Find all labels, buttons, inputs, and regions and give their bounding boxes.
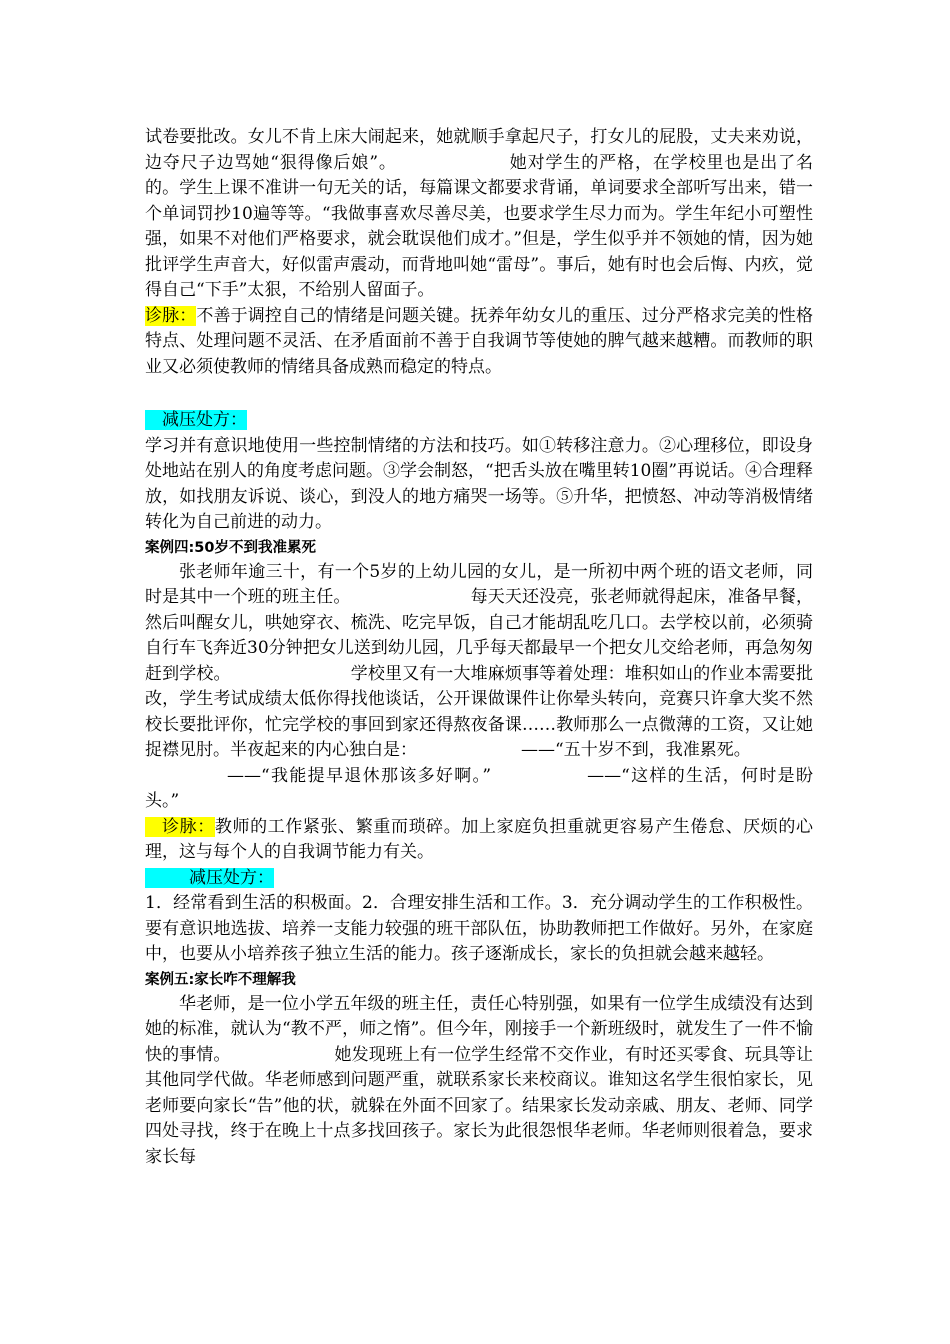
case3-para-part2: 她对学生的严格，在学校里也是出了名的。学生上课不准讲一句无关的话，每篇课文都要求背诵，单词要求全部听写出来，错一个单词罚抄10遍等等。“我做事喜欢尽善尽美，也要求学生尽力而为。学生年纪小可塑性强，如果不对他们严格要求，就会耽误他们成才。”但是，学生似乎并不领她的情，因为她批评学生声音大，好似雷声震动，而背地叫她“雷母”。事后，她有时也会后悔、内疚，觉得自己“下手”太狠，不给别人留面子。 [145, 152, 813, 300]
case5-paragraph [145, 992, 813, 1171]
case3-prescription: 学习并有意识地使用一些控制情绪的方法和技巧。如①转移注意力。②心理移位，即设身处地站在别人的角度考虑问题。③学会制怒，“把舌头放在嘴里转10圈”再说话。④合理释放，如找朋友诉说、谈心，到没人的地方痛哭一场等。⑤升华，把愤怒、冲动等消极情绪转化为自己前进的动力。 [145, 435, 814, 532]
case4-para-part1: 张老师年逾三十，有一个5岁的上幼儿园的女儿，是一所初中两个班的语文老师，同时是其中一个班的班主任。 [145, 561, 813, 607]
case4-diagnosis [145, 815, 813, 866]
case4-para-part3: 学校里又有一大堆麻烦事等着处理：堆积如山的作业本需要批改，学生考试成绩太低你得找他谈话，公开课做课件让你晕头转向，竞赛只许拿大奖不然校长要批评你，忙完学校的事回到家还得熬夜备课……教师那么一点微薄的工资，又让她捉襟见肘。半夜起来的内心独白是： [145, 663, 813, 760]
case3-diagnosis [145, 304, 813, 381]
case4-paragraph [145, 560, 813, 815]
diagnosis-text: 不善于调控自己的情绪是问题关键。抚养年幼女儿的重压、过分严格求完美的性格特点、处理问题不灵活、在矛盾面前不善于自我调节等使她的脾气越来越糟。而教师的职业又必须使教师的情绪具备成熟而稳定的特点。 [145, 305, 814, 377]
prescription-label: 减压处方： [145, 410, 247, 430]
case4-quote2: ——“我能提早退休那该多好啊。” [227, 765, 492, 786]
prescription-label: 减压处方： [145, 868, 274, 888]
case5-title: 案例五:家长咋不理解我 [145, 971, 296, 988]
diagnosis-text: 教师的工作紧张、繁重而琐碎。加上家庭负担重就更容易产生倦怠、厌烦的心理，这与每个人的自我调节能力有关。 [145, 816, 814, 862]
case4-prescription: 1．经常看到生活的积极面。2．合理安排生活和工作。3．充分调动学生的工作积极性。要有意识地选拔、培养一支能力较强的班干部队伍，协助教师把工作做好。另外，在家庭中，也要从小培养孩子独立生活的能力。孩子逐渐成长，家长的负担就会越来越轻。 [145, 893, 813, 964]
case4-title: 案例四:50岁不到我准累死 [145, 539, 316, 556]
case3-prescription-heading [145, 408, 813, 434]
case4-quote1: ——“五十岁不到，我准累死。 [521, 740, 751, 760]
case3-para-part1: 试卷要批改。女儿不肯上床大闹起来，她就顺手拿起尺子，打女儿的屁股，丈夫来劝说，边夺尺子边骂她“狠得像后娘”。 [145, 127, 813, 173]
case3-paragraph [145, 125, 813, 304]
case5-para-part1: 华老师，是一位小学五年级的班主任，责任心特别强，如果有一位学生成绩没有达到她的标准，就认为“教不严，师之惰”。但今年，刚接手一个新班级时，就发生了一件不愉快的事情。 [145, 993, 813, 1065]
case4-prescription-heading [145, 866, 813, 892]
case4-para-part2: 每天天还没亮，张老师就得起床，准备早餐，然后叫醒女儿，哄她穿衣、梳洗、吃完早饭，自己才能胡乱吃几口。去学校以前，必须骑自行车飞奔近30分钟把女儿送到幼儿园，几乎每天都最早一个把女儿交给老师，再急匆匆赶到学校。 [145, 587, 813, 684]
diagnosis-label: 诊脉： [145, 817, 215, 837]
case4-quote3: ——“这样的生活，何时是盼头。” [145, 765, 813, 811]
diagnosis-label: 诊脉： [145, 305, 197, 326]
case5-para-part2: 她发现班上有一位学生经常不交作业，有时还买零食、玩具等让其他同学代做。华老师感到问题严重，就联系家长来校商议。谁知这名学生很怕家长，见老师要向家长“告”他的状，就躲在外面不回家了。结果家长发动亲戚、朋友、老师、同学四处寻找，终于在晚上十点多找回孩子。家长为此很怨恨华老师。华老师则很着急，要求家长每 [145, 1044, 814, 1167]
document-page [145, 125, 813, 1170]
